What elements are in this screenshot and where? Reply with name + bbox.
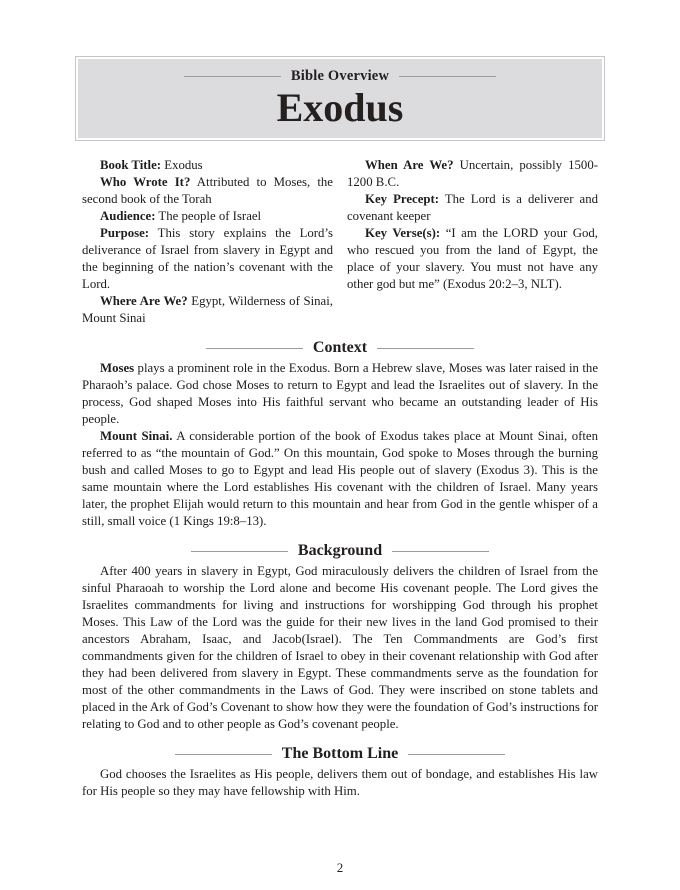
fact-audience bbox=[82, 208, 333, 225]
section-heading-row bbox=[82, 745, 598, 763]
paragraph-lead: Mount Sinai. bbox=[100, 429, 173, 443]
fact-label: Who Wrote It? bbox=[100, 175, 191, 189]
paragraph bbox=[82, 428, 598, 530]
facts-section bbox=[82, 157, 598, 327]
fact-purpose bbox=[82, 225, 333, 293]
fact-text: Attributed to Moses, the second book of the Torah bbox=[82, 175, 333, 206]
heading-rule-left bbox=[191, 551, 288, 552]
section-heading: Context bbox=[312, 339, 368, 356]
fact-text: Uncertain, possibly 1500-1200 B.C. bbox=[347, 158, 598, 189]
fact-label: Book Title: bbox=[100, 158, 162, 172]
fact-text: Exodus bbox=[164, 158, 203, 172]
fact-where-are-we bbox=[82, 293, 333, 327]
section-heading-row bbox=[82, 542, 598, 560]
fact-book-title bbox=[82, 157, 333, 174]
fact-label: Audience: bbox=[100, 209, 156, 223]
heading-rule-right bbox=[408, 754, 505, 755]
fact-text: Egypt, Wilderness of Sinai, Mount Sinai bbox=[82, 294, 333, 325]
fact-label: Purpose: bbox=[100, 226, 150, 240]
fact-label: When Are We? bbox=[365, 158, 454, 172]
fact-when-are-we bbox=[347, 157, 598, 191]
paragraph bbox=[82, 360, 598, 428]
fact-key-precept bbox=[347, 191, 598, 225]
section-heading: The Bottom Line bbox=[281, 745, 399, 762]
section-heading-row bbox=[82, 339, 598, 357]
page-number: 2 bbox=[336, 860, 344, 875]
section-bottom-line bbox=[82, 745, 598, 800]
header-kicker-row bbox=[76, 68, 604, 85]
header-box bbox=[75, 56, 605, 141]
paragraph bbox=[82, 563, 598, 733]
paragraph-text: God chooses the Israelites as His people, delivers them out of bondage, and establishes His law for His people so they may have fellowship with Him. bbox=[82, 767, 598, 798]
fact-label: Where Are We? bbox=[100, 294, 188, 308]
section-background bbox=[82, 542, 598, 733]
heading-rule-right bbox=[377, 348, 474, 349]
fact-who-wrote-it bbox=[82, 174, 333, 208]
header-kicker: Bible Overview bbox=[290, 68, 390, 84]
fact-text: “I am the LORD your God, who rescued you from the land of Egypt, the place of your slavery. You must not have any other god but me” (Exodus 20:2–3, NLT). bbox=[347, 226, 598, 291]
fact-text: The Lord is a deliverer and covenant keeper bbox=[347, 192, 598, 223]
section-heading: Background bbox=[297, 542, 383, 559]
paragraph bbox=[82, 766, 598, 800]
paragraph-lead: Moses bbox=[100, 361, 135, 375]
section-context bbox=[82, 339, 598, 530]
heading-rule-right bbox=[392, 551, 489, 552]
fact-label: Key Precept: bbox=[365, 192, 440, 206]
fact-key-verses bbox=[347, 225, 598, 293]
fact-label: Key Verse(s): bbox=[365, 226, 441, 240]
heading-rule-left bbox=[175, 754, 272, 755]
facts-left-column bbox=[82, 157, 333, 327]
fact-text: The people of Israel bbox=[158, 209, 262, 223]
heading-rule-left bbox=[206, 348, 303, 349]
kicker-rule-right bbox=[399, 76, 496, 77]
paragraph-text: After 400 years in slavery in Egypt, God miraculously delivers the children of Israel from the sinful Pharaoah to worship the Lord alone and become His covenant people. The Lord gives the Israelites commandments for living and instructions for worshipping God through his prophet Moses. This Law of the Lord was the guide for their new lives in the land God promised to their ancestors Abraham, Isaac, and Jacob(Israel). The Ten Commandments are God’s first commandments given for the children of Israel to obey in their covenant relationship with God after they had been delivered from slavery in Egypt. These commandments serve as the foundation for most of the other commandments in the Laws of God. They were inscribed on stone tablets and placed in the Ark of God’s Covenant to show how they were the foundation of God’s instructions for relating to God and to other people as God’s covenant people. bbox=[82, 564, 598, 731]
paragraph-text: plays a prominent role in the Exodus. Born a Hebrew slave, Moses was later raised in the Pharaoh’s palace. God chose Moses to return to Egypt and lead the Israelites out of slavery. In the process, God shaped Moses into His faithful servant who became an outstanding leader of His people. bbox=[82, 361, 599, 426]
kicker-rule-left bbox=[184, 76, 281, 77]
book-title: Exodus bbox=[276, 85, 404, 130]
facts-right-column bbox=[347, 157, 598, 327]
paragraph-text: A considerable portion of the book of Exodus takes place at Mount Sinai, often referred to as “the mountain of God.” On this mountain, God spoke to Moses through the burning bush and called Moses to go to Egypt and lead His people out of slavery (Exodus 3). This is the same mountain where the Lord establishes His covenant with the children of Israel. Many years later, the prophet Elijah would return to this mountain and hear from God in the gentle whisper of a still, small voice (1 Kings 19:8–13). bbox=[82, 429, 598, 528]
fact-text: This story explains the Lord’s deliverance of Israel from slavery in Egypt and the beginning of the nation’s covenant with the Lord. bbox=[82, 226, 333, 291]
